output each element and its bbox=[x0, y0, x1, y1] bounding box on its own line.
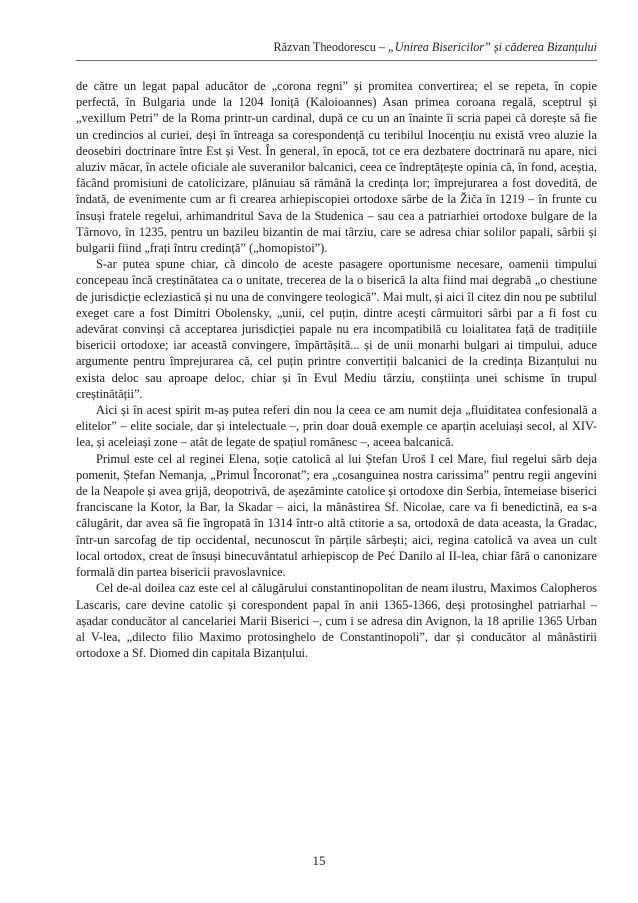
header-rule bbox=[76, 60, 597, 61]
page-number: 15 bbox=[312, 853, 326, 868]
paragraph: Cel de-al doilea caz este cel al călugărului constantinopolitan de neam ilustru, Maximos Calopheros Lascaris, care devine catolic și corespondent papal în anii 1365-1366, deși protosinghel patriarhal – așadar conducător al cancelariei Marii Biserici –, cum i se adresa din Avignon, la 18 aprilie 1365 Urban al V-lea, „dilecto filio Maximo protosinghelo de Constantinopoli”, dar și conducător al mânăstirii ortodoxe a Sf. Diomed din capitala Bizanțului. bbox=[76, 581, 597, 661]
paragraph-continued: de către un legat papal aducător de „corona regni” și promitea convertirea; el se repeta, în copie perfectă, în Bulgaria unde la 1204 Ioniță (Kaloioannes) Asan primea coroana regală, sceptrul și „vexillum Petri” de la Roma printr-un cardinal, după ce cu un an înainte îi scria papei că dorește să fie un credincios al curiei, deși în întreaga sa corespondență cu teribilul Inocențiu nu există vreo aluzie la deosebiri doctrinare între Est și Vest. În general, în epocă, tot ce era dezbatere doctrinară nu apare, nici aluziv măcar, în actele oficiale ale suveranilor balcanici, ceea ce îndreptățește opinia că, în fond, aceștia, făcând promisiuni de catolicizare, plănuiau să rămână la credința lor; împrejurarea a fost dovedită, de îndată, de evenimente cum ar fi crearea arhiepiscopiei ortodoxe sârbe de la Žiča în 1219 – în frunte cu însuși fratele regelui, arhimandritul Sava de la Studenica – sau cea a patriarhiei ortodoxe bulgare de la Târnovo, în 1235, pentru un bazileu bizantin de mai târziu, care se adresa chiar solilor papali, sârbii și bulgarii fiind „frați întru credință” („homopistoi”). bbox=[76, 79, 597, 256]
header-author: Răzvan Theodorescu – bbox=[273, 40, 389, 54]
header-title: „Unirea Bisericilor” și căderea Bizanțului bbox=[388, 40, 597, 54]
paragraph: Primul este cel al reginei Elena, soție catolică al lui Ștefan Uroš I cel Mare, fiul regelui sârb deja pomenit, Ștefan Nemanja, „Primul Încoronat”; era „cosanguinea nostra carissima” pentru regii angevini de la Neapole și avea grijă, deopotrivă, de așezăminte catolice și ortodoxe din Serbia, întemeiase biserici franciscane la Kotor, la Bar, la Skadar – aici, la mănăstirea Sf. Nicolae, care va fi benedictină, ea s-a călugărit, dar avea să fie îngropată în 1314 într-o altă ctitorie a sa, ortodoxă de data aceasta, la Gradac, într-un sarcofag de tip occidental, necunoscut în părțile sârbești; aici, regina catolică va avea un cult local ortodox, creat de însuși binecuvântatul arhiepiscop de Peć Danilo al II-lea, chiar fără o canonizare formală din partea bisericii pravoslavnice. bbox=[76, 451, 597, 580]
paragraph: Aici și în acest spirit m-aș putea referi din nou la ceea ce am numit deja „fluiditatea confesională a elitelor” – elite sociale, dar și intelectuale –, prin doar două exemple ce aparțin aceluiași secol, al XIV-lea, și aceleiași zone – atât de legate de spațiul românesc –, aceea balcanică. bbox=[76, 403, 597, 450]
body-text bbox=[76, 78, 597, 661]
paragraph: S-ar putea spune chiar, că dincolo de aceste pasagere oportunisme necesare, oamenii timpului concepeau încă creștinătatea ca o unitate, trecerea de la o biserică la alta fiind mai degrabă „o chestiune de jurisdicție ecleziastică și nu una de convingere teologică”. Mai mult, și aici îl citez din nou pe subtilul exeget care a fost Dimitri Obolensky, „unii, cel puțin, dintre acești cârmuitori sârbi par a fi fost cu adevărat convinși că acceptarea jurisdicției papale nu era incompatibilă cu loialitatea față de tradițiile bisericii ortodoxe; iar această convingere, împărtășită... și de unii monarhi bulgari ai timpului, aduce argumente pentru împrejurarea că, cel puțin printre convertiții balcanici de la credința Bizanțului nu exista deloc sau aproape deloc, chiar și în Evul Mediu târziu, conștiința unei schisme în trupul creștinătății”. bbox=[76, 257, 597, 401]
running-header bbox=[76, 39, 597, 55]
